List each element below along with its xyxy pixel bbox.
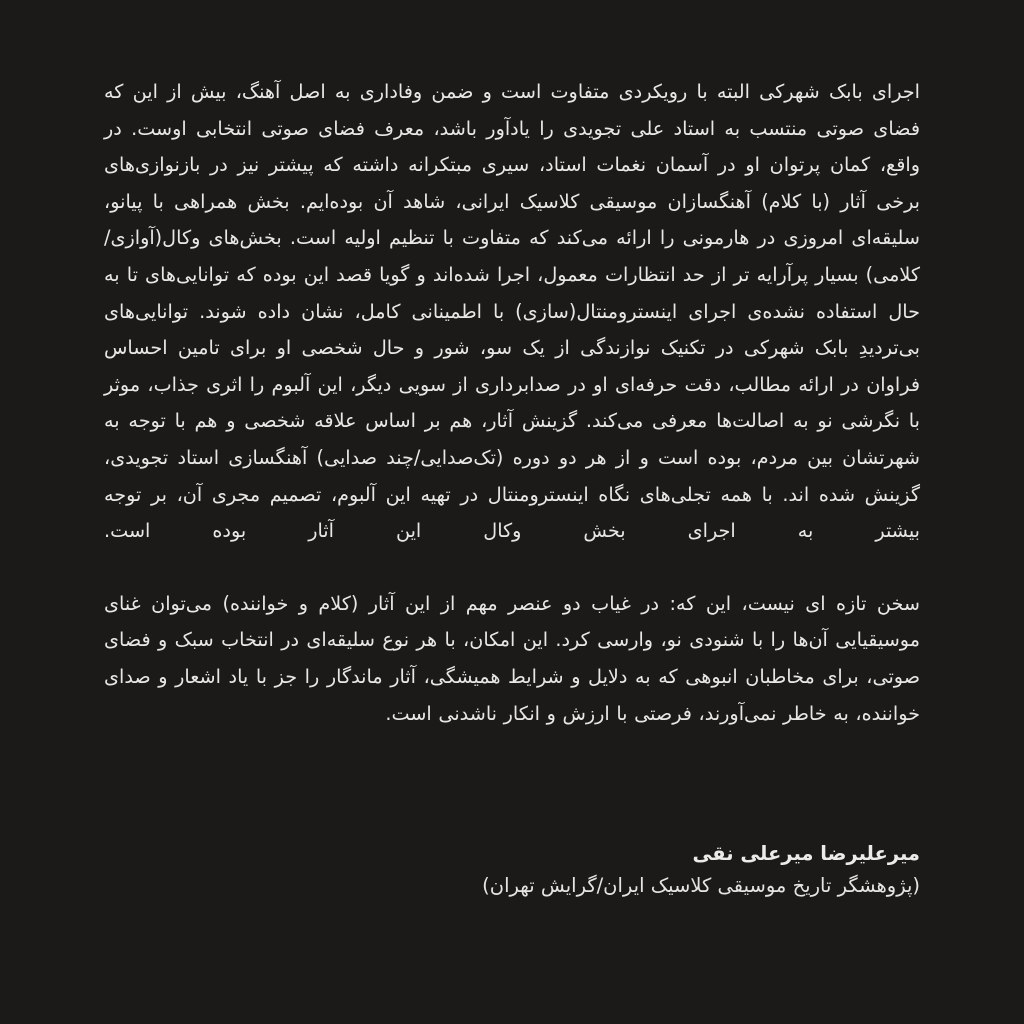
article-body xyxy=(104,74,920,732)
author-name: میرعلیرضا میرعلی نقی xyxy=(692,842,920,865)
author-role: (پژوهشگر تاریخ موسیقی کلاسیک ایران/گرایش تهران) xyxy=(482,874,920,897)
body-paragraph-1: اجرای بابک شهرکی البته با رویکردی متفاوت است و ضمن وفاداری به اصل آهنگ، بیش از این که فضای صوتی منتسب به استاد علی تجویدی را یادآور باشد، معرف فضای صوتی انتخابی اوست. در واقع، کمان پرتوان او در آسمان نغمات استاد، سیری مبتکرانه داشته که پیشتر نیز در بازنوازی‌های برخی آثار (با کلام) آهنگسازان موسیقی کلاسیک ایرانی، شاهد آن بوده‌ایم. بخش همراهی با پیانو، سلیقه‌ای امروزی در هارمونی را ارائه می‌کند که متفاوت با تنظیم اولیه است. بخش‌های وکال(آوازی/کلامی) بسیار پرآرایه تر از حد انتظارات معمول، اجرا شده‌اند و گویا قصد این بوده که توانایی‌های تا به حال استفاده نشده‌ی اجرای اینسترومنتال(سازی) با اطمینانی کامل، نشان داده شوند. توانایی‌های بی‌تردیدِ بابک شهرکی در تکنیک نوازندگی از یک سو، شور و حال شخصی او برای تامین احساس فراوان در ارائه مطالب، دقت حرفه‌ای او در صدابرداری از سویی دیگر، این آلبوم را اثری جذاب، موثر با نگرشی نو به اصالت‌ها معرفی می‌کند. گزینش آثار، هم بر اساس علاقه شخصی و هم با توجه به شهرتشان بین مردم، بوده است و از هر دو دوره (تک‌صدایی/چند صدایی) آهنگسازی استاد تجویدی، گزینش شده اند. با همه تجلی‌های نگاه اینسترومنتال در تهیه این آلبوم، تصمیم مجری آن، بر توجه بیشتر به اجرای بخش وکال این آثار بوده است. xyxy=(104,80,920,543)
body-paragraph-2: سخن تازه ای نیست، این که: در غیاب دو عنصر مهم از این آثار (کلام و خواننده) می‌توان غنای موسیقیایی آن‌ها را با شنودی نو، وارسی کرد. این امکان، با هر نوع سلیقه‌ای در انتخاب سبک و فضای صوتی، برای مخاطبان انبوهی که به دلایل و شرایط همیشگی، آثار ماندگار را جز با یاد اشعار و صدای خواننده، به خاطر نمی‌آورند، فرصتی با ارزش و انکار ناشدنی است. xyxy=(104,591,920,725)
signature-block xyxy=(104,838,920,902)
